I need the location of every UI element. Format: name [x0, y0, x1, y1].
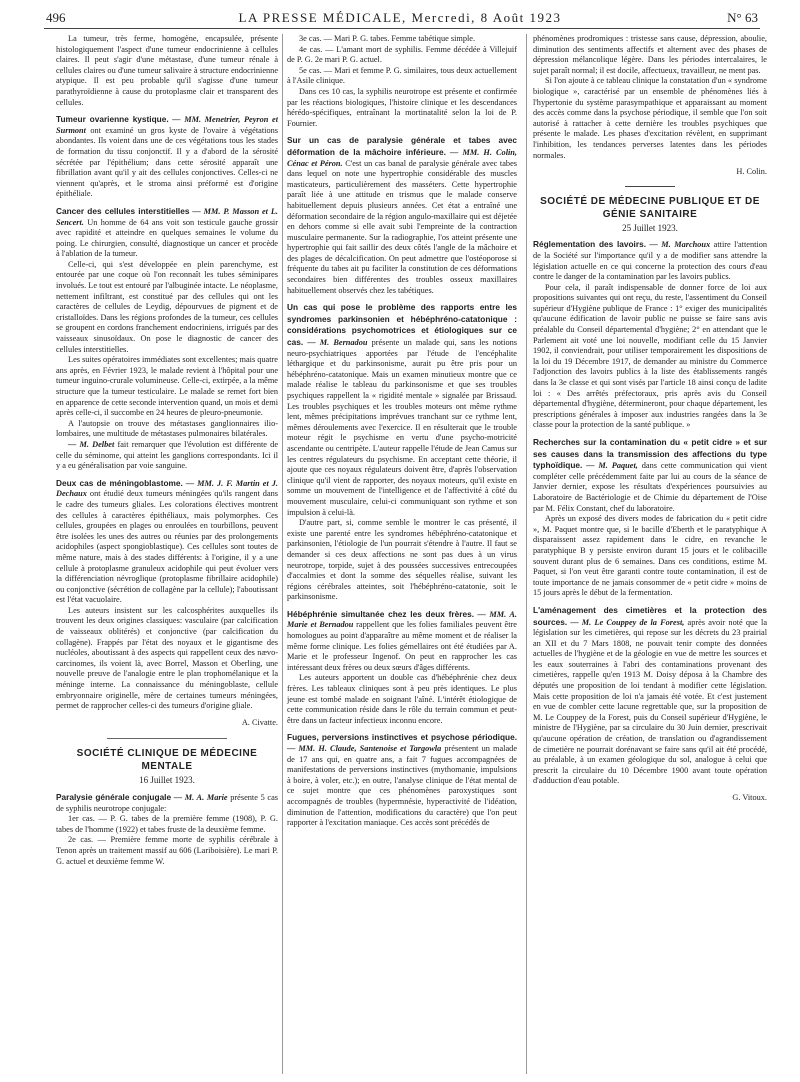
- article: [533, 605, 767, 787]
- section-date: 16 Juillet 1923.: [139, 775, 195, 786]
- article: [287, 609, 517, 674]
- article-title: Recherches sur la contamination du « petit cidre » et sur ses causes dans la transmission des affections du type typhoïdique.: [533, 437, 767, 471]
- paragraph: 1er cas. — P. G. tabes de la première femme (1908), P. G. tabes de l'homme (1922) et tabes fruste de la deuxième femme.: [56, 814, 278, 834]
- paragraph: ont examiné un gros kyste de l'ovaire à végétations abondantes. Ils voient dans une de ces végétations tous les stades de formation du tissu conjonctif. Il y a d'abord de la sérosité sécrétée par l'épithélium; dans cette sérosité apparaît une fibrillation avant qu'il y ait des cellules conjonctives. Celles-ci ne viennent qu'après, et le stroma ainsi préformé est d'origine épithéliale.: [56, 125, 278, 199]
- paragraph: Les auteurs insistent sur les calcosphérites auxquelles ils trouvent les deux origines classiques: vasculaire (par calcification de vaisseaux oblitérés) et conjonctive (par calcification du collagène). Frappés par l'état des noyaux et le gigantisme des nucléoles, aboutissant à des aspects qui rappellent ceux des nævo-carcinomes, ils voient là, avec Borrel, Masson et Oberling, une nouvelle preuve de l'analogie entre le plan trophomélanique et la méninge interne. La connaissance du méningoblaste, cellule embryonnaire originelle, mère de certaines tumeurs méningées, permet de rapprocher celles-ci des tumeurs d'origine gliale.: [56, 605, 278, 711]
- paragraph: A l'autopsie on trouve des métastases ganglionnaires ilio-lombaires, une multitude de métastases pulmonaires bilatérales.: [56, 418, 278, 439]
- article-authors: — M. Paquet,: [586, 461, 638, 471]
- article-authors: — M. Marchoux: [649, 240, 711, 250]
- article-title: Paralysie générale conjugale: [56, 792, 172, 802]
- article-authors: — M. Bernadou: [307, 338, 368, 348]
- article-title: Un cas qui pose le problème des rapports entre les syndromes parkinsonien et hébéphréno-catatonique : considérations psychomotrices et étiologiques sur ce cas.: [287, 302, 517, 348]
- article-title: Réglementation des lavoirs.: [533, 239, 647, 250]
- section-rule: [625, 186, 675, 187]
- paragraph: présente un malade qui, sans les notions neuro-psychiatriques apportées par l'étude de l'encéphalite léthargique et du parkinsonisme, aurait pu être pris pour un hébéphréno-catatonique. Mais un examen minutieux montre que ce malade réalise le tableau du parkinsonisme et que ses troubles psychiques rappellent la « rigidité mentale » signalée par Brissaud. Les troubles psychiques et les troubles moteurs ont même rythme lent, mêmes précipitations imprévues tranchant sur ce rythme lent, mêmes déroulements avec l'exercice. Il en résulterait que le trouble moteur régit le psychisme en vertu d'une psycho-motricité ascendante ou centripète. L'auteur rappelle l'étude de Jean Camus sur les centres régulateurs du psychisme. En acceptant cette théorie, il ajoute que ces noyaux régulateurs doivent être, d'après l'observation clinique qu'il vient de rapporter, des noyaux moteurs, qu'il existe en somme un mouvement de l'intelligence et de l'affectivité à côté du mouvement musculaire, celui-ci communiquant son rythme et son impulsion à celui-là.: [287, 338, 517, 517]
- paragraph: Les suites opératoires immédiates sont excellentes; mais quatre ans après, en Février 1923, le malade revient à l'hôpital pour une tumeur inguino-crurale volumineuse. Celle-ci, extirpée, a la même structure que la tumeur testiculaire. Le malade se remet fort bien en apparence de cette seconde intervention quand, un mois et demi après celle-ci, il succombe en 24 heures de pleuro-pneumonie.: [56, 355, 278, 418]
- article: [56, 206, 278, 260]
- paragraph: présentent un malade de 17 ans qui, en quatre ans, a fait 7 fugues accompagnées de manifestations de perversions instinctives (mythomanie, impulsions à boire, à voler, etc.); en outre, l'analyse clinique de l'état mental de ce sujet montre que ces phénomènes paroxystiques sont accompagnés de troubles (hypermnésie, hyperactivité de l'idéation, diminution de l'attention, modifications du caractère) que l'on peut rapporter à l'excitation maniaque. Ces accès sont précédés de: [287, 744, 517, 828]
- signature: G. Vitoux.: [732, 793, 767, 802]
- paragraph: D'autre part, si, comme semble le montrer le cas présenté, il existe une parenté entre les syndromes hébéphréno-catatonique et parkinsonien, l'étiologie de l'un pourrait s'étendre à l'autre. Il faut se demander si ces deux affections ne sont pas dues à un virus neurotrope, torpide, sujet à des poussées successives entrecoupées d'accalmies et dont la somme des séquelles réalise, suivant les régions cérébrales atteintes, soit l'hébéphréno-catatonie, soit le parkinsonisme.: [287, 518, 517, 602]
- header-rule: [44, 28, 760, 29]
- article-title: Tumeur ovarienne kystique.: [56, 114, 169, 125]
- article: [533, 437, 767, 514]
- article: [56, 114, 278, 200]
- column-3: [533, 34, 767, 1074]
- article-title: Sur un cas de paralysie générale et tabes avec déformation de la mâchoire inférieure.: [287, 135, 517, 157]
- article-title: Cancer des cellules interstitielles: [56, 205, 190, 216]
- paragraph: après avoir noté que la législation sur les cimetières, qui repose sur les décrets du 23 prairial an XII et du 7 Mars 1808, ne pouvait tenir compte des données actuelles de l'hygiène et de la géologie en vue de mettre les sources et les eaux souterraines à l'abri des contaminations provenant des cimetières, rappelle qu'en 1913 M. Doisy déposa à la Chambre des députés une proposition de loi tendant à modifier cette législation. Mais cette proposition de loi n'a jamais été votée. Et c'est justement en vue de combler cette lacune regrettable que, sur la proposition de M. Le Couppey de la Forest, puis du Conseil supérieur d'Hygiène, le ministre de l'Hygiène, par sa circulaire du 30 Juin dernier, prescrivait qu'aucune opération de création, de translation ou d'agrandissement de cimetière ne pourrait dorénavant se faire sans qu'il ait été procédé, au préalable, à un examen géologique du sol, analogue à celui que prescrit la circulaire du 10 Décembre 1900 avant toute opération d'adduction d'eau potable.: [533, 617, 767, 786]
- paragraph: Dans ces 10 cas, la syphilis neurotrope est présente et confirmée par les réactions biologiques, l'histoire clinique et les descendances hérédo-spécifiques, entraînant la mortinatalité selon la loi de P. Fournier.: [287, 86, 517, 128]
- paragraph: Un homme de 64 ans voit son testicule gauche grossir avec rapidité et atteindre en quelques semaines le volume du poing. Le chirurgien, consulté, diagnostique un cancer et procède à l'ablation de la tumeur.: [56, 217, 278, 259]
- page-header: [0, 0, 800, 30]
- article: [56, 478, 278, 606]
- article-title: L'aménagement des cimetières et la protection des sources.: [533, 604, 767, 627]
- paragraph: ont étudié deux tumeurs méningées qu'ils rangent dans le cadre des tumeurs gliales. Les colorations électives montrent des cellules à caractères épithéliaux, mais polymorphes. Ces cellules, groupées en plages ou enroulées en tourbillons, peuvent être isolées les unes des autres ou réunies par des prolongements acidophiles (aspect spongioblastique). Ces cellules sont toutes de même nature, mais à des stades différents: à l'origine, il y a une cellule à protoplasme granuleux acidophile qui peut évoluer vers la différenciation névroglique (protoplasme fibrillaire acidophile) ou conjonctive (sécrétion de collagène par la cellule); l'aboutissant est l'état vacuolaire.: [56, 489, 278, 605]
- paragraph: attire l'attention de la Société sur l'importance qu'il y a de modifier sans attendre la législation actuelle en ce qui concerne la protection des cours d'eau contre le danger de la contamination par les lavoirs publics.: [533, 240, 767, 282]
- article-title: Deux cas de méningoblastome.: [56, 477, 183, 488]
- article-title: Fugues, perversions instinctives et psychose périodique.: [287, 732, 517, 743]
- paragraph: présente 5 cas de syphilis neurotrope conjugale:: [56, 793, 278, 813]
- article-authors: — MM. H. Colin, Cénac et Péron.: [287, 147, 517, 168]
- article: [287, 135, 517, 296]
- paragraph: Les auteurs apportent un double cas d'hébéphrénie chez deux frères. Les tableaux cliniques sont à peu près identiques. Le plus jeune est tombé malade en soignant l'aîné. L'intérêt étiologique de cette communication réside dans le rôle du terrain commun et peut-être dans un facteur infectieux inconnu encore.: [287, 673, 517, 725]
- page-number: 496: [46, 10, 66, 25]
- discussant: — M. Delbet: [68, 439, 115, 449]
- section-title: SOCIÉTÉ DE MÉDECINE PUBLIQUE ET DE GÉNIE SANITAIRE: [540, 195, 760, 220]
- paragraph: Pour cela, il paraît indispensable de donner force de loi aux propositions suivantes qui ont reçu, du reste, l'assentiment du Conseil supérieur d'Hygiène publique de France : 1° exiger des municipalités qu'aucune édification de lavoir public ne puisse se faire sans avis préalable du Conseil départemental d'hygiène; 2° en attendant que le Parlement ait voté une loi nouvelle, modifiant celle du 15 Janvier 1902, il conviendrait, pour utiliser temporairement les dispositions de la loi du 19 Décembre 1917, de demander au ministre du Commerce l'adjonction des lavoirs publics à la liste des établissements rangés dans la 3e classe et qui sont visés par l'article 18 ainsi conçu de ladite loi : « Des arrêtés préfectoraux, pris après avis du Conseil départemental d'hygiène, détermineront, pour chaque département, les prescriptions générales à imposer aux industries rangées dans la 3e classe pour la protection de la santé publique. »: [533, 282, 767, 430]
- article-authors: — M. Le Couppey de la Forest,: [570, 617, 685, 627]
- signature: A. Civatte.: [241, 717, 278, 727]
- paragraph: Si l'on ajoute à ce tableau clinique la constatation d'un « syndrome biologique », caractérisé par un ensemble de phénomènes liés à l'hypertonie du système parasympathique et apparaissant au moment des accès comme dans la psychose périodique, il semble que l'on soit autorisé à rattacher à cette dernière les troubles psychiques que présente le malade. Les phases d'excitation révèlent, en supprimant l'inhibition, les tendances perverses latentes dans les périodes normales.: [533, 76, 767, 160]
- article: [287, 302, 517, 518]
- paragraph: phénomènes prodromiques : tristesse sans cause, dépression, aboulie, diminution des sentiments affectifs et alternent avec des phases de dépression mélancolique légère. Dans les périodes intercalaires, le sujet paraît normal; il est docile, affectueux, travailleur, ne ment pas.: [533, 34, 767, 75]
- column-divider: [526, 34, 527, 1074]
- article-title: Hébéphrénie simultanée chez les deux frères.: [287, 608, 475, 619]
- article-authors: — MM. J. F. Martin et J. Dechaux: [56, 478, 278, 499]
- paragraph: La tumeur, très ferme, homogène, encapsulée, présente histologiquement l'aspect d'une tumeur endocrinienne à cellules claires. Il peut s'agir d'une métastase, d'une tumeur rénale à cellules claires ou d'une tumeur salivaire à structure endocrinienne atypique. Il est peu probable qu'il s'agisse d'une tumeur parathyroïdienne à cause du protoplasme clair et transparent des cellules.: [56, 34, 278, 107]
- section-rule: [107, 738, 227, 739]
- issue-number: N° 63: [727, 10, 758, 25]
- signature: H. Colin.: [736, 167, 767, 177]
- paragraph: 4e cas. — L'amant mort de syphilis. Femme décédée à Villejuif de P. G. 2e mari P. G. actuel.: [287, 44, 517, 65]
- paragraph: Celle-ci, qui s'est développée en plein parenchyme, est entourée par une coque où l'on reconnaît les tubes séminipares involués. Le tout est entouré par l'albuginée intacte. Le néoplasme, nettement infiltrant, est constitué par des cellules qui ont les caractères de cellules de Leydig, dépourvues de pigment et de cristalloïdes. Dans les régions profondes de la tumeur, ces cellules se groupent en cordons franchement endocriniens, irrigués par des vaisseaux sinusoïdaux. On pose le diagnostic de cancer des cellules interstitielles.: [56, 259, 278, 354]
- paragraph: — M. Delbet fait remarquer que l'évolution est différente de celle du séminome, qui atteint les ganglions correspondants. Ici il y a eu généralisation par voie sanguine.: [56, 439, 278, 471]
- column-divider: [282, 34, 283, 1074]
- paragraph: rappellent que les folies familiales peuvent être homologues au point d'apparaître au même moment et de réaliser la même forme clinique. Les folies gémellaires ont été étudiées par A. Marie et le professeur Ingenof. On peut en rapprocher les cas intéressant deux frères ou deux sœurs d'âges différents.: [287, 620, 517, 672]
- section-title: SOCIÉTÉ CLINIQUE DE MÉDECINE MENTALE: [76, 748, 258, 773]
- paragraph: 2e cas. — Première femme morte de syphilis cérébrale à Tenon après un traitement massif au 606 (Lariboisière). Le mari P. G. actuel et deuxième femme W.: [56, 835, 278, 866]
- paragraph: 3e cas. — Mari P. G. tabes. Femme tabétique simple.: [299, 34, 476, 43]
- paragraph: dans cette communication qui vient compléter celle précédemment faite par lui au cours de la séance de Janvier dernier, expose les résultats d'expériences poursuivies au Laboratoire de Bactériologie et de Chimie du département de l'Oise par M. Félix Constant, chef du laboratoire.: [533, 461, 767, 513]
- article-authors: — MM. Menetrier, Peyron et Surmont: [56, 115, 278, 135]
- paragraph: C'est un cas banal de paralysie générale avec tabes dans lequel on note une hypertrophie considérable des muscles masticateurs, particulièrement des masséters. Cette hypertrophie paraît liée à une attitude en trismus que le malade conserve habituellement depuis plusieurs années. Cet état a entraîné une déformation secondaire de la région angulo-maxillaire qui est déjetée en dehors comme si elle avait subi l'empreinte de la contraction musculaire permanente. Sur la radiographie, l'os atteint présente une hypertrophie qui fait saillir des deux côtés l'angle de la mâchoire et des plages de décalcification. On peut admettre que l'ostéoporose si fréquente du tabes ait pu faciliter la constitution de ces déformations secondaires bien différentes des troubles osseux maxillaires habituellement observés chez les tabétiques.: [287, 158, 517, 295]
- article: [287, 732, 517, 828]
- journal-title: LA PRESSE MÉDICALE, Mercredi, 8 Août 1923: [238, 10, 562, 25]
- column-2: [287, 34, 517, 1074]
- article-authors: — MM. H. Claude, Santenoise et Targowla: [287, 744, 442, 753]
- paragraph: 5e cas. — Mari et femme P. G. similaires, tous deux actuellement à l'Asile clinique.: [287, 65, 517, 86]
- article-authors: — MM. P. Masson et L. Sencert.: [56, 206, 278, 227]
- paragraph: Après un exposé des divers modes de fabrication du « petit cidre », M. Paquet montre que, si le bacille d'Eberth et le paratyphique A disparaissent assez rapidement dans le cidre, en revanche le paratyphique B y persiste environ durant 15 jours et le colibacille souvent durant plus de 6 semaines. Dans ces conditions, estime M. Paquet, si l'on veut être garanti contre toute contamination, il est de toute importance de ne jamais consommer de « petit cidre » moins de 15 jours après le début de la fermentation.: [533, 514, 767, 598]
- article-authors: — M. A. Marie: [173, 793, 228, 802]
- section-date: 25 Juillet 1923.: [622, 222, 678, 233]
- column-1: [56, 34, 278, 1074]
- article-authors: — MM. A. Marie et Bernadou: [287, 609, 517, 630]
- article: [56, 792, 278, 814]
- article: [533, 239, 767, 282]
